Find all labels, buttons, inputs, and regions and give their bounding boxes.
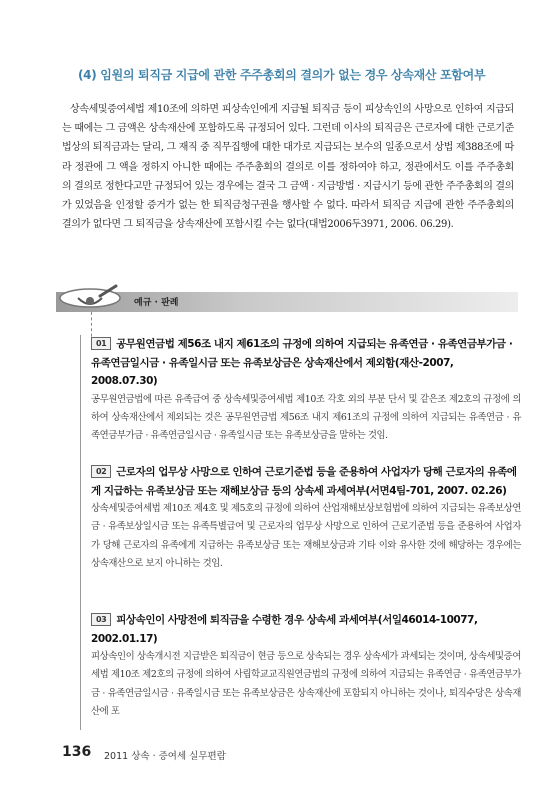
- precedent-number: 03: [91, 613, 111, 626]
- precedent-item: [91, 611, 521, 721]
- section-title: (4) 임원의 퇴직금 지급에 관한 주주총회의 결의가 없는 경우 상속재산 포함여부: [78, 68, 486, 82]
- precedent-body: 공무원연금법에 따른 유족급여 중 상속세및증여세법 제10조 각호 외의 부분 단서 및 같은조 제2호의 규정에 의하여 상속재산에서 제외되는 것은 공무원연금법 제56조 내지 제61조의 규정에 의하여 지급되는 유족연금 · 유족연금부가금 · 유족연금일시금 · 유족일시금 또는 유족보상금을 말하는 것임.: [91, 393, 521, 442]
- precedent-body: 상속세및증여세법 제10조 제4호 및 제5호의 규정에 의하여 산업재해보상보험법에 의하여 지급되는 유족보상연금 · 유족보상일시금 또는 유족특별급여 및 근로자의 업무상 사망으로 인하여 근로기준법 등을 준용하여 사업자가 당해 근로자의 유족에게 지급하는 유족보상금 또는 재해보상금과 기타 이와 유사한 것에 해당하는 경우에는 상속재산으로 보지 아니하는 것임.: [91, 503, 521, 569]
- precedent-item: [91, 335, 521, 445]
- precedent-title: [91, 463, 521, 500]
- page-number: 136: [62, 744, 92, 760]
- precedent-number: 01: [91, 337, 111, 350]
- precedent-body: 피상속인이 상속개시전 지급받은 퇴직금이 현금 등으로 상속되는 경우 상속세가 과세되는 것이며, 상속세및증여세법 제10조 제2호의 규정에 의하여 사립학교교직원연금법의 규정에 의하여 지급되는 유족연금 · 유족연금부가금 · 유족연금일시금 · 유족일시금 또는 유족보상금은 상속재산에 포함되지 아니하는 것이나, 퇴직수당은 상속재산에 포: [91, 651, 521, 717]
- running-footer: 2011 상속 · 증여세 실무편람: [104, 751, 226, 762]
- precedent-list: [80, 335, 521, 730]
- precedent-title-text: 근로자의 업무상 사망으로 인하여 근로기준법 등을 준용하여 사업자가 당해 근로자의 유족에게 지급하는 유족보상금 또는 재해보상금 등의 상속세 과세여부(서면4팀-701, 2007. 02.26): [91, 466, 517, 497]
- precedent-number: 02: [91, 465, 111, 478]
- precedent-item: [91, 463, 521, 573]
- precedent-title: [91, 335, 521, 391]
- precedent-title-text: 피상속인이 사망전에 퇴직금을 수령한 경우 상속세 과세여부(서일46014-10077, 2002.01.17): [91, 614, 478, 645]
- intro-paragraph: 상속세및증여세법 제10조에 의하면 피상속인에게 지급될 퇴직금 등이 피상속인의 사망으로 인하여 지급되는 때에는 그 금액은 상속재산에 포함하도록 규정되어 있다. 그런데 이사의 퇴직금은 근로자에 대한 근로기준법상의 퇴직금과는 달리, 그 재직 중 직무집행에 대한 대가로 지급되는 보수의 일종으로서 상법 제388조에 따라 정관에 그 액을 정하지 아니한 때에는 주주총회의 결의로 이를 정하여야 하고, 정관에서도 이를 주주총회의 결의로 정한다고만 규정되어 있는 경우에는 결국 그 금액 · 지급방법 · 지급시기 등에 관한 주주총회의 결의가 있었음을 인정할 증거가 없는 한 퇴직금청구권을 행사할 수 없다. 따라서 퇴직금 지급에 관한 주주총회의 결의가 없다면 그 퇴직금을 상속재산에 포함시킬 수는 없다(대법2006두3971, 2006. 06.29).: [62, 104, 514, 231]
- banner-label: 예규 · 판례: [134, 298, 179, 308]
- precedent-title: [91, 611, 521, 648]
- precedent-title-text: 공무원연금법 제56조 내지 제61조의 규정에 의하여 지급되는 유족연금 · 유족연금부가금 · 유족연금일시금 · 유족일시금 또는 유족보상금은 상속재산에서 제외함(재산-2007, 2008.07.30): [91, 338, 513, 387]
